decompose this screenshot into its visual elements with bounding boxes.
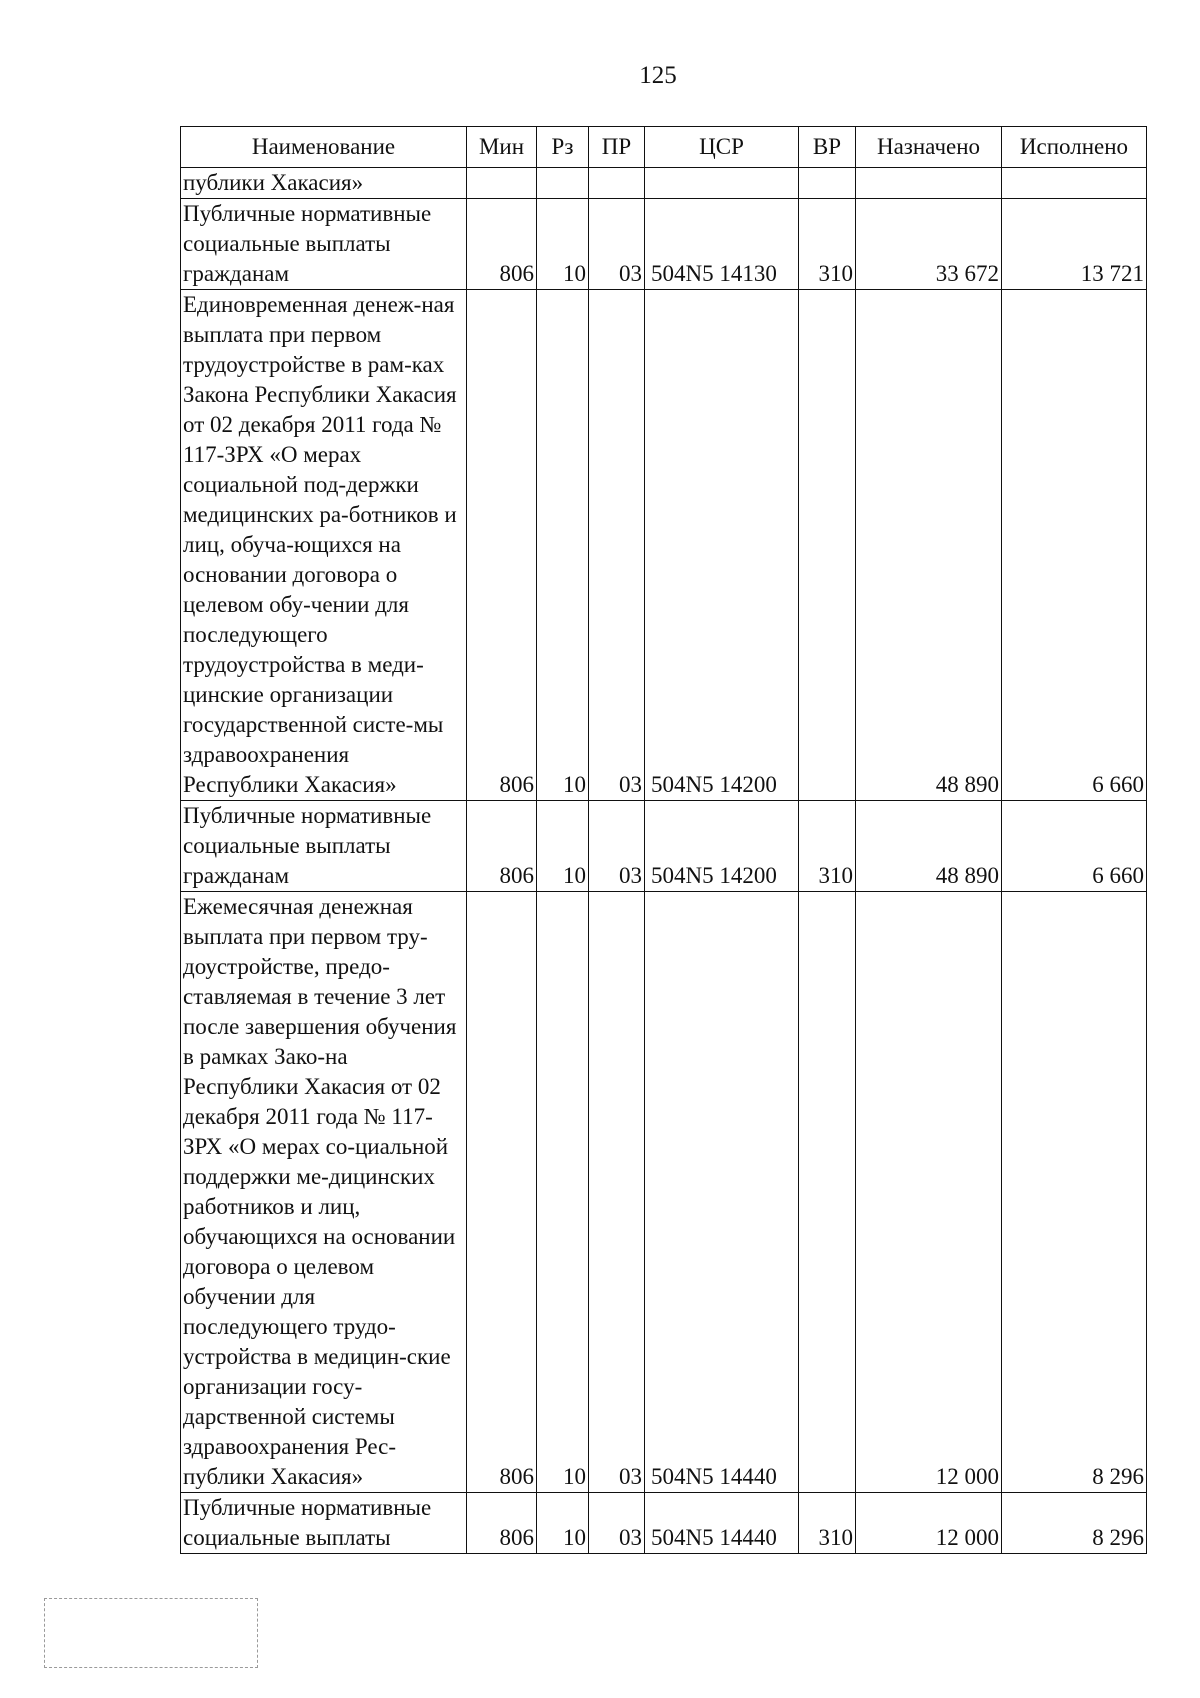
row-csr: 504N5 14130 [645, 199, 799, 290]
row-pr: 03 [589, 290, 645, 801]
row-csr: 504N5 14200 [645, 801, 799, 892]
row-name: Публичные нормативные социальные выплаты гражданам [181, 801, 467, 892]
row-csr: 504N5 14440 [645, 1493, 799, 1554]
row-vr: 310 [799, 801, 856, 892]
row-rz: 10 [537, 801, 589, 892]
row-executed: 6 660 [1002, 290, 1147, 801]
faded-stamp [44, 1598, 258, 1668]
header-min: Мин [467, 127, 537, 168]
row-name: Публичные нормативные социальные выплаты [181, 1493, 467, 1554]
header-pr: ПР [589, 127, 645, 168]
row-min: 806 [467, 801, 537, 892]
row-executed: 8 296 [1002, 1493, 1147, 1554]
table-row [181, 801, 1147, 892]
row-assigned: 33 672 [856, 199, 1002, 290]
row-executed: 13 721 [1002, 199, 1147, 290]
row-pr: 03 [589, 801, 645, 892]
row-executed [1002, 168, 1147, 199]
row-executed: 6 660 [1002, 801, 1147, 892]
header-executed: Исполнено [1002, 127, 1147, 168]
row-name: Ежемесячная денежная выплата при первом тру-доустройстве, предо-ставляемая в течение 3 лет после завершения обучения в рамках Зако-на Республики Хакасия от 02 декабря 2011 года № 117-ЗРХ «О мерах со-циальной поддержки ме-дицинских работников и лиц, обучающихся на основании договора о целевом обучении для последующего трудо-устройства в медицин-ские организации госу-дарственной системы здравоохранения Рес-публики Хакасия» [181, 892, 467, 1493]
budget-table [180, 126, 1147, 1554]
row-vr [799, 168, 856, 199]
row-assigned [856, 168, 1002, 199]
header-vr: ВР [799, 127, 856, 168]
row-executed: 8 296 [1002, 892, 1147, 1493]
row-pr [589, 168, 645, 199]
table-row [181, 290, 1147, 801]
row-min: 806 [467, 1493, 537, 1554]
row-assigned: 48 890 [856, 801, 1002, 892]
row-rz: 10 [537, 290, 589, 801]
row-name: Публичные нормативные социальные выплаты гражданам [181, 199, 467, 290]
row-csr: 504N5 14200 [645, 290, 799, 801]
table-row [181, 1493, 1147, 1554]
row-vr: 310 [799, 199, 856, 290]
row-vr: 310 [799, 1493, 856, 1554]
header-assigned: Назначено [856, 127, 1002, 168]
row-csr [645, 168, 799, 199]
row-min: 806 [467, 290, 537, 801]
table-header-row [181, 127, 1147, 168]
row-name: Единовременная денеж-ная выплата при первом трудоустройстве в рам-ках Закона Республики Хакасия от 02 декабря 2011 года № 117-ЗРХ «О мерах социальной под-держки медицинских ра-ботников и лиц, обуча-ющихся на основании договора о целевом обу-чении для последующего трудоустройства в меди-цинские организации государственной систе-мы здравоохранения Республики Хакасия» [181, 290, 467, 801]
row-csr: 504N5 14440 [645, 892, 799, 1493]
header-name: Наименование [181, 127, 467, 168]
page-number: 125 [639, 62, 677, 89]
table-row [181, 168, 1147, 199]
row-assigned: 12 000 [856, 892, 1002, 1493]
row-rz: 10 [537, 1493, 589, 1554]
row-min: 806 [467, 892, 537, 1493]
row-pr: 03 [589, 892, 645, 1493]
row-name: публики Хакасия» [181, 168, 467, 199]
row-assigned: 12 000 [856, 1493, 1002, 1554]
header-csr: ЦСР [645, 127, 799, 168]
row-pr: 03 [589, 1493, 645, 1554]
row-rz [537, 168, 589, 199]
row-min: 806 [467, 199, 537, 290]
row-assigned: 48 890 [856, 290, 1002, 801]
row-pr: 03 [589, 199, 645, 290]
header-rz: Рз [537, 127, 589, 168]
row-rz: 10 [537, 892, 589, 1493]
row-vr [799, 290, 856, 801]
row-vr [799, 892, 856, 1493]
table-row [181, 199, 1147, 290]
row-min [467, 168, 537, 199]
table-row [181, 892, 1147, 1493]
row-rz: 10 [537, 199, 589, 290]
